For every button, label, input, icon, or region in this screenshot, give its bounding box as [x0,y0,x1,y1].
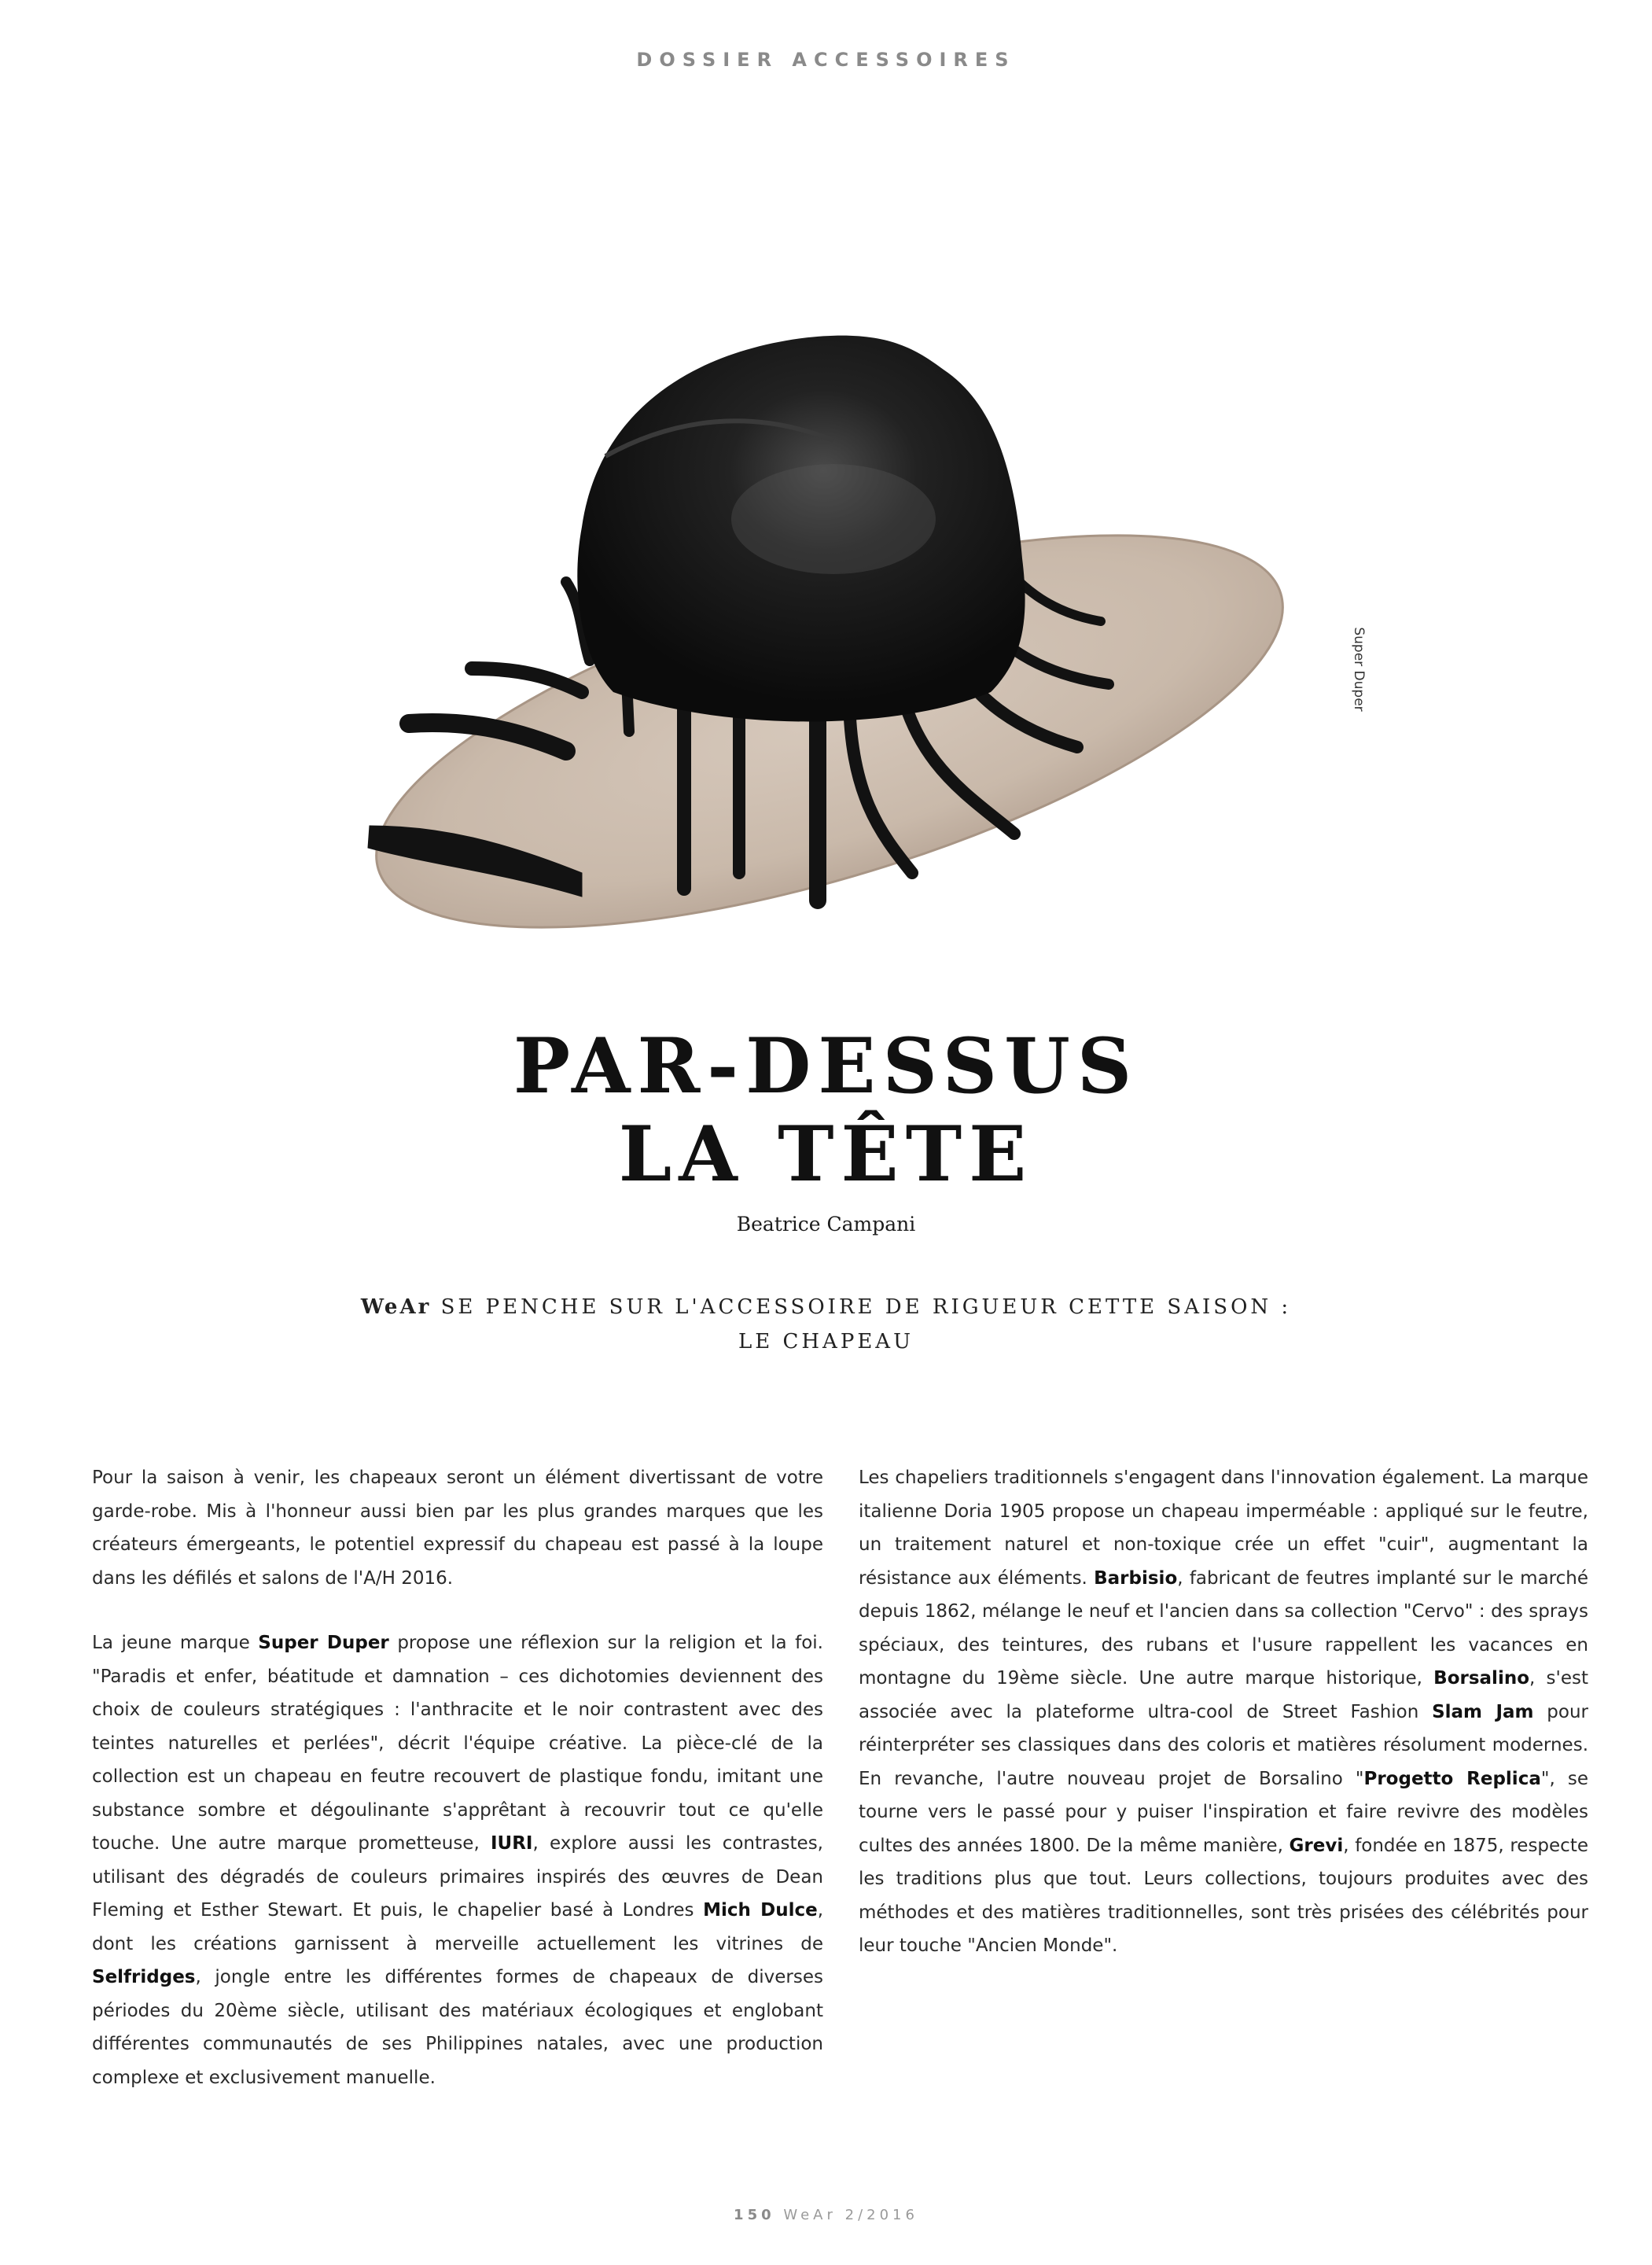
brand-super-duper: Super Duper [258,1633,389,1653]
lede-brand: WeAr [360,1295,432,1319]
text-run: , explore aussi les contrastes, utilisant des dégradés de couleurs primaires inspirés des œuvres de Dean Fleming et Esther Stewart. Et puis, le chapelier basé à Londres [92,1833,823,1921]
text-run: , s'est associée avec la plateforme ultra-cool de Street Fashion [859,1668,1588,1722]
article-title [0,1022,1652,1199]
text-run: pour réinterpréter ses classiques dans des coloris et matières résolument modernes. En revanche, l'autre nouveau projet de Borsalino " [859,1701,1589,1789]
text-run: La jeune marque [92,1633,259,1653]
left-paragraph-1: Pour la saison à venir, les chapeaux seront un élément divertissant de votre garde-robe. Mis à l'honneur aussi bien par les plus grandes marques que les créateurs émergeants, le potentiel expressif du chapeau est passé à la loupe dans les défilés et salons de l'A/H 2016. [92,1468,823,1589]
title-line-1: PAR-DESSUS [513,1022,1139,1110]
text-run: , dont les créations garnissent à merveille actuellement les vitrines de [92,1900,824,1954]
right-column [859,1461,1588,1994]
text-run: ", se tourne vers le passé pour y puiser l'inspiration et faire revivre des modèles cultes des années 1800. De la même manière, [859,1768,1588,1856]
lede-line-1-text: SE PENCHE SUR L'ACCESSOIRE DE RIGUEUR CETTE SAISON : [431,1295,1292,1319]
text-run: , fondée en 1875, respecte les traditions plus que tout. Leurs collections, toujours produites avec des méthodes et des matières traditionnelles, sont très prisées des célébrités pour leur touche "Ancien Monde". [859,1835,1588,1956]
brand-grevi: Grevi [1289,1835,1344,1856]
author-byline: Beatrice Campani [736,1213,916,1236]
title-line-2: LA TÊTE [618,1110,1034,1199]
page-number: 150 [734,2207,775,2223]
lede-line-2: LE CHAPEAU [738,1330,914,1353]
text-run: Les chapeliers traditionnels s'engagent dans l'innovation également. La marque italienne Doria 1905 propose un chapeau imperméable : appliqué sur le feutre, un traitement naturel et non-toxique crée un effet "cuir", augmentant la résistance aux éléments. [859,1468,1588,1589]
brand-borsalino: Borsalino [1433,1668,1529,1689]
lede-line-1 [0,1290,1652,1324]
brand-selfridges: Selfridges [92,1967,196,1987]
text-run: , fabricant de feutres implanté sur le marché depuis 1862, mélange le neuf et l'ancien dans sa collection "Cervo" : des sprays spéciaux, des teintures, des rubans et l'usure rappellent les vacances en montagne du 19ème siècle. Une autre marque historique, [859,1567,1588,1689]
photo-credit: Super Duper [1351,627,1367,712]
section-label: DOSSIER ACCESSOIRES [636,49,1016,71]
brand-mich-dulce: Mich Dulce [703,1900,818,1921]
right-paragraph-1 [859,1461,1588,1963]
brand-barbisio: Barbisio [1094,1567,1178,1589]
brand-iuri: IURI [490,1833,533,1854]
text-run: , jongle entre les différentes formes de chapeaux de diverses périodes du 20ème siècle, utilisant des matériaux écologiques et englobant différentes communautés de ses Philippines natales, avec une production complexe et exclusivement manuelle. [92,1967,823,2088]
article-lede [0,1290,1652,1359]
left-column [92,1461,823,2126]
left-paragraph-2 [92,1626,823,2094]
brand-progetto-replica: Progetto Replica [1363,1768,1541,1789]
issue-label: WeAr 2/2016 [783,2207,918,2223]
text-run: propose une réflexion sur la religion et la foi. "Paradis et enfer, béatitude et damnation – ces dichotomies deviennent des choix de couleurs stratégiques : l'anthracite et le noir contrastent avec des teintes naturelles et perlées", décrit l'équipe créative. La pièce-clé de la collection est un chapeau en feutre recouvert de plastique fondu, imitant une substance sombre et dégoulinante s'apprêtant à recouvrir tout ce qu'elle touche. Une autre marque prometteuse, [92,1633,823,1854]
hat-photo [346,322,1313,952]
page-folio [0,2207,1652,2223]
brand-slam-jam: Slam Jam [1432,1701,1534,1722]
